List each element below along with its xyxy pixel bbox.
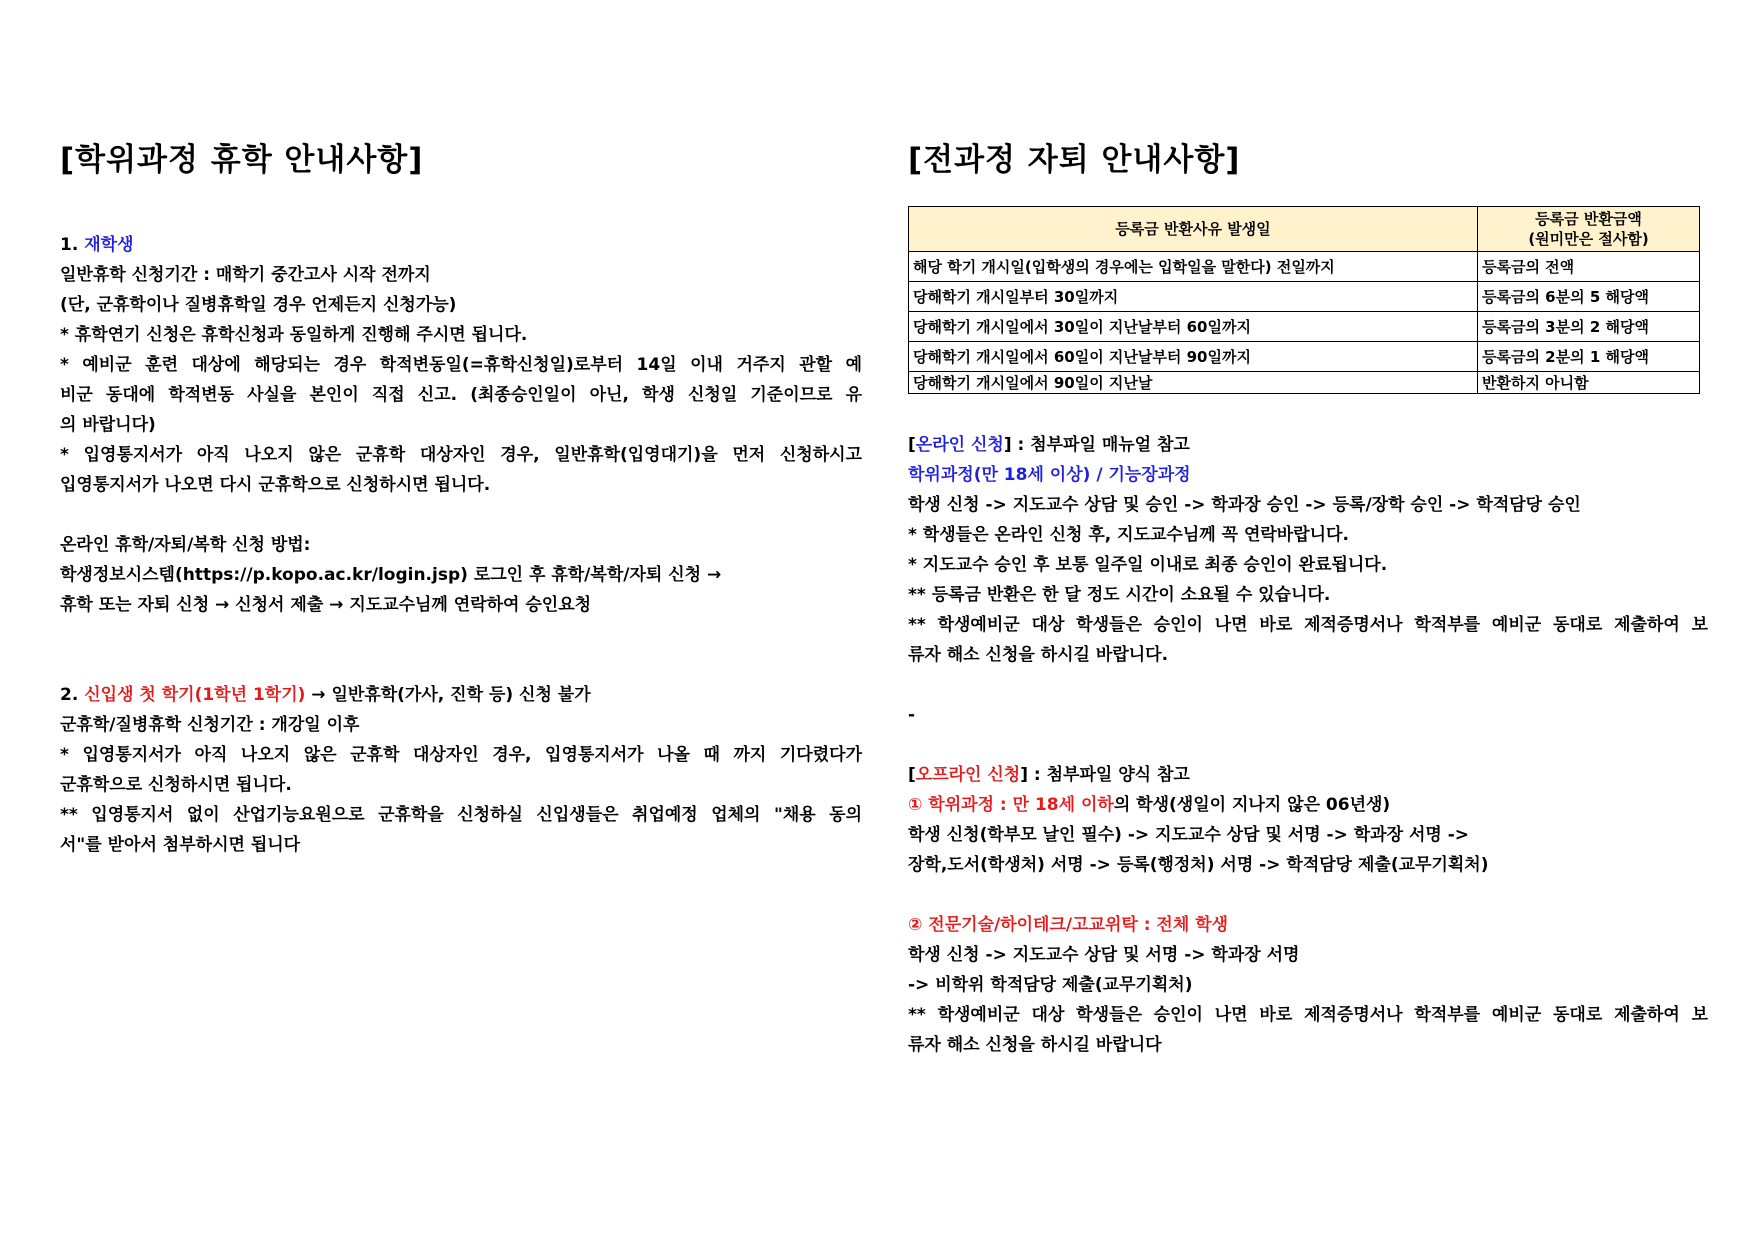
text-line: 비군 동대에 학적변동 사실을 본인이 직접 신고. (최종승인일이 아닌, 학생 신청일 기준이므로 유	[60, 385, 862, 405]
text-line: ** 입영통지서 없이 산업기능요원으로 군휴학을 신청하실 신입생들은 취업예정 업체의 "채용 동의	[60, 805, 862, 825]
table-cell: 당해학기 개시일에서 90일이 지난날	[909, 372, 1478, 394]
text-line: 휴학 또는 자퇴 신청 → 신청서 제출 → 지도교수님께 연락하여 승인요청	[60, 595, 592, 615]
text-line: ** 등록금 반환은 한 달 정도 시간이 소요될 수 있습니다.	[908, 585, 1331, 605]
table-cell: 반환하지 아니함	[1478, 372, 1700, 394]
leave-title: [학위과정 휴학 안내사항]	[60, 142, 424, 178]
text-line: 학생정보시스템(https://p.kopo.ac.kr/login.jsp) 로그인 후 휴학/복학/자퇴 신청 →	[60, 565, 722, 585]
text-line: ** 학생예비군 대상 학생들은 승인이 나면 바로 제적증명서나 학적부를 예비군 동대로 제출하여 보	[908, 615, 1708, 635]
leave-of-absence-section	[60, 140, 862, 860]
table-row	[909, 312, 1700, 342]
offline-application-heading: [오프라인 신청] : 첨부파일 양식 참고	[908, 765, 1190, 785]
section-2-heading: 2. 신입생 첫 학기(1학년 1학기) → 일반휴학(가사, 진학 등) 신청 불가	[60, 685, 591, 705]
text-line: 류자 해소 신청을 하시길 바랍니다.	[908, 645, 1169, 665]
separator-dash: -	[908, 705, 916, 725]
offline-application-label: 오프라인 신청	[915, 765, 1021, 785]
text-line: * 학생들은 온라인 신청 후, 지도교수님께 꼭 연락바랍니다.	[908, 525, 1349, 545]
table-cell: 등록금의 2분의 1 해당액	[1478, 342, 1700, 372]
table-cell: 당해학기 개시일에서 30일이 지난날부터 60일까지	[909, 312, 1478, 342]
table-row	[909, 252, 1700, 282]
text-line: 학생 신청 -> 지도교수 상담 및 승인 -> 학과장 승인 -> 등록/장학 승인 -> 학적담당 승인	[908, 495, 1581, 515]
text-line: * 입영통지서가 아직 나오지 않은 군휴학 대상자인 경우, 입영통지서가 나올 때 까지 기다렸다가	[60, 745, 862, 765]
table-header-row	[909, 207, 1700, 252]
table-cell: 당해학기 개시일에서 60일이 지난날부터 90일까지	[909, 342, 1478, 372]
table-cell: 등록금의 6분의 5 해당액	[1478, 282, 1700, 312]
degree-course-line: ① 학위과정 : 만 18세 이하의 학생(생일이 지나지 않은 06년생)	[908, 795, 1391, 815]
text-line: -> 비학위 학적담당 제출(교무기획처)	[908, 975, 1193, 995]
table-row	[909, 372, 1700, 394]
text-line: 학생 신청(학부모 날인 필수) -> 지도교수 상담 및 서명 -> 학과장 서명 ->	[908, 825, 1470, 845]
table-row	[909, 282, 1700, 312]
text-line: 류자 해소 신청을 하시길 바랍니다	[908, 1035, 1162, 1055]
text-line: * 휴학연기 신청은 휴학신청과 동일하게 진행해 주시면 됩니다.	[60, 325, 528, 345]
freshman-label: 신입생 첫 학기(1학년 1학기)	[84, 685, 306, 705]
table-row	[909, 342, 1700, 372]
text-line: 서"를 받아서 첨부하시면 됩니다	[60, 835, 301, 855]
text-line: * 지도교수 승인 후 보통 일주일 이내로 최종 승인이 완료됩니다.	[908, 555, 1388, 575]
text-line: 입영통지서가 나오면 다시 군휴학으로 신청하시면 됩니다.	[60, 475, 491, 495]
text-line: ** 학생예비군 대상 학생들은 승인이 나면 바로 제적증명서나 학적부를 예비군 동대로 제출하여 보	[908, 1005, 1708, 1025]
text-line: 장학,도서(학생처) 서명 -> 등록(행정처) 서명 -> 학적담당 제출(교무기획처)	[908, 855, 1489, 875]
withdrawal-title: [전과정 자퇴 안내사항]	[908, 142, 1241, 178]
text-line: 의 바랍니다)	[60, 415, 156, 435]
withdrawal-section	[908, 140, 1708, 1060]
table-cell: 등록금의 전액	[1478, 252, 1700, 282]
refund-table	[908, 206, 1700, 394]
text-line: (단, 군휴학이나 질병휴학일 경우 언제든지 신청가능)	[60, 295, 457, 315]
enrolled-student-label: 재학생	[84, 235, 134, 255]
text-line: 군휴학/질병휴학 신청기간 : 개강일 이후	[60, 715, 360, 735]
online-application-label: 온라인 신청	[915, 435, 1004, 455]
special-course-label: ② 전문기술/하이테크/고교위탁 : 전체 학생	[908, 915, 1229, 935]
online-target-label: 학위과정(만 18세 이상) / 기능장과정	[908, 465, 1191, 485]
table-cell: 해당 학기 개시일(입학생의 경우에는 입학일을 말한다) 전일까지	[909, 252, 1478, 282]
table-cell: 당해학기 개시일부터 30일까지	[909, 282, 1478, 312]
text-line: 학생 신청 -> 지도교수 상담 및 서명 -> 학과장 서명	[908, 945, 1300, 965]
text-line: 일반휴학 신청기간 : 매학기 중간고사 시작 전까지	[60, 265, 431, 285]
section-1-heading: 1. 재학생	[60, 235, 134, 255]
online-application-heading: [온라인 신청] : 첨부파일 매뉴얼 참고	[908, 435, 1190, 455]
text-line: * 예비군 훈련 대상에 해당되는 경우 학적변동일(=휴학신청일)로부터 14일 이내 거주지 관할 예	[60, 355, 862, 375]
table-cell: 등록금의 3분의 2 해당액	[1478, 312, 1700, 342]
table-header-amount: 등록금 반환금액 (원미만은 절사함)	[1478, 207, 1700, 252]
online-method-heading: 온라인 휴학/자퇴/복학 신청 방법:	[60, 535, 311, 555]
degree-course-label: ① 학위과정 : 만 18세 이하	[908, 795, 1114, 815]
text-line: * 입영통지서가 아직 나오지 않은 군휴학 대상자인 경우, 일반휴학(입영대기)을 먼저 신청하시고	[60, 445, 862, 465]
table-header-reason: 등록금 반환사유 발생일	[909, 207, 1478, 252]
text-line: 군휴학으로 신청하시면 됩니다.	[60, 775, 292, 795]
